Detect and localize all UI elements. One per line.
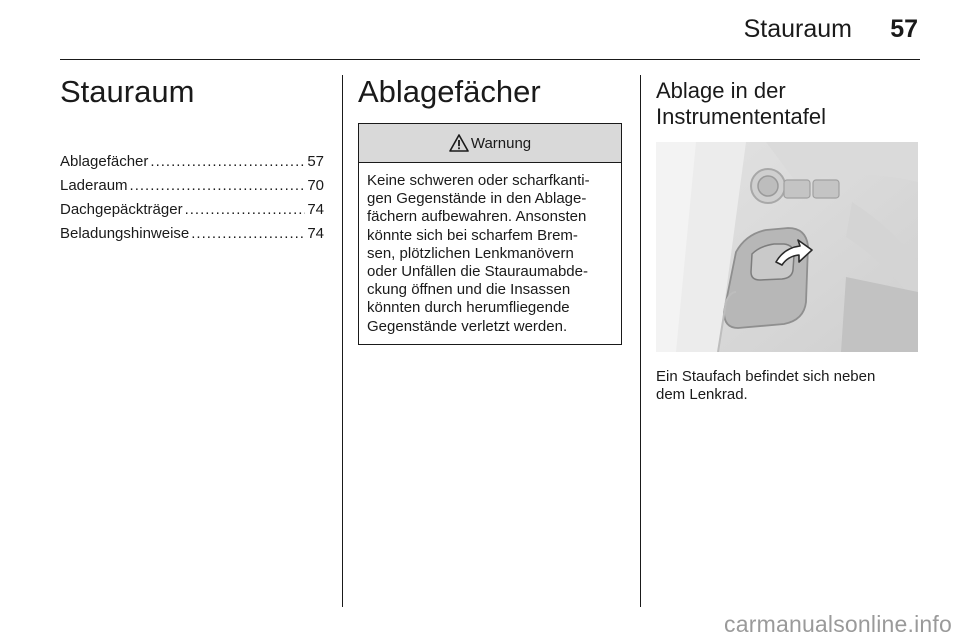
left-column xyxy=(60,72,324,246)
subsection-title-line: Instrumententafel xyxy=(656,104,826,129)
table-of-contents xyxy=(60,150,324,246)
toc-leader-dots xyxy=(150,150,305,174)
header-section-title: Stauraum xyxy=(743,15,852,43)
toc-entry[interactable] xyxy=(60,198,324,222)
page-header xyxy=(0,0,960,62)
warning-line: sen, plötzlichen Lenkmanövern xyxy=(367,244,574,262)
chapter-title: Stauraum xyxy=(60,74,195,109)
dashboard-storage-illustration xyxy=(656,142,918,352)
warning-line: könnte sich bei scharfem Brem- xyxy=(367,226,578,244)
toc-entry-label: Beladungshinweise xyxy=(60,225,190,242)
toc-entry-page: 57 xyxy=(307,153,324,170)
warning-line: gen Gegenstände in den Ablage- xyxy=(367,190,587,208)
toc-entry[interactable] xyxy=(60,222,324,246)
header-rule xyxy=(60,59,920,60)
toc-entry[interactable] xyxy=(60,174,324,198)
subsection-title xyxy=(656,78,920,130)
toc-leader-dots xyxy=(191,222,305,246)
toc-entry-label: Laderaum xyxy=(60,177,128,194)
toc-entry[interactable] xyxy=(60,150,324,174)
warning-line: oder Unfällen die Stauraumabde- xyxy=(367,263,588,281)
warning-label: Warnung xyxy=(470,134,532,152)
warning-triangle-icon xyxy=(449,134,469,152)
watermark: carmanualsonline.info xyxy=(724,611,952,637)
section-title: Ablagefächer xyxy=(358,74,541,109)
warning-line: fächern aufbewahren. Ansonsten xyxy=(367,208,587,226)
warning-line: Keine schweren oder scharfkanti- xyxy=(367,172,590,189)
warning-line: ckung öffnen und die Insassen xyxy=(367,281,571,299)
header-page-number: 57 xyxy=(890,15,918,43)
middle-column xyxy=(358,72,624,345)
toc-leader-dots xyxy=(130,174,306,198)
warning-box xyxy=(358,123,622,345)
warning-line: könnten durch herumfliegende xyxy=(367,299,570,317)
toc-entry-page: 70 xyxy=(307,177,324,194)
toc-entry-label: Dachgepäckträger xyxy=(60,201,183,218)
caption-line: Ein Staufach befindet sich neben xyxy=(656,368,876,385)
toc-entry-page: 74 xyxy=(307,201,324,218)
warning-header xyxy=(359,124,621,163)
column-divider-right xyxy=(640,75,641,607)
column-divider-left xyxy=(342,75,343,607)
right-column xyxy=(656,72,920,404)
warning-text xyxy=(359,163,621,344)
toc-entry-page: 74 xyxy=(307,225,324,242)
warning-line: Gegenstände verletzt werden. xyxy=(367,317,568,335)
subsection-title-line: Ablage in der xyxy=(656,78,786,103)
toc-leader-dots xyxy=(185,198,306,222)
figure-caption xyxy=(656,368,920,404)
toc-entry-label: Ablagefächer xyxy=(60,153,149,170)
caption-line: dem Lenkrad. xyxy=(656,386,748,403)
